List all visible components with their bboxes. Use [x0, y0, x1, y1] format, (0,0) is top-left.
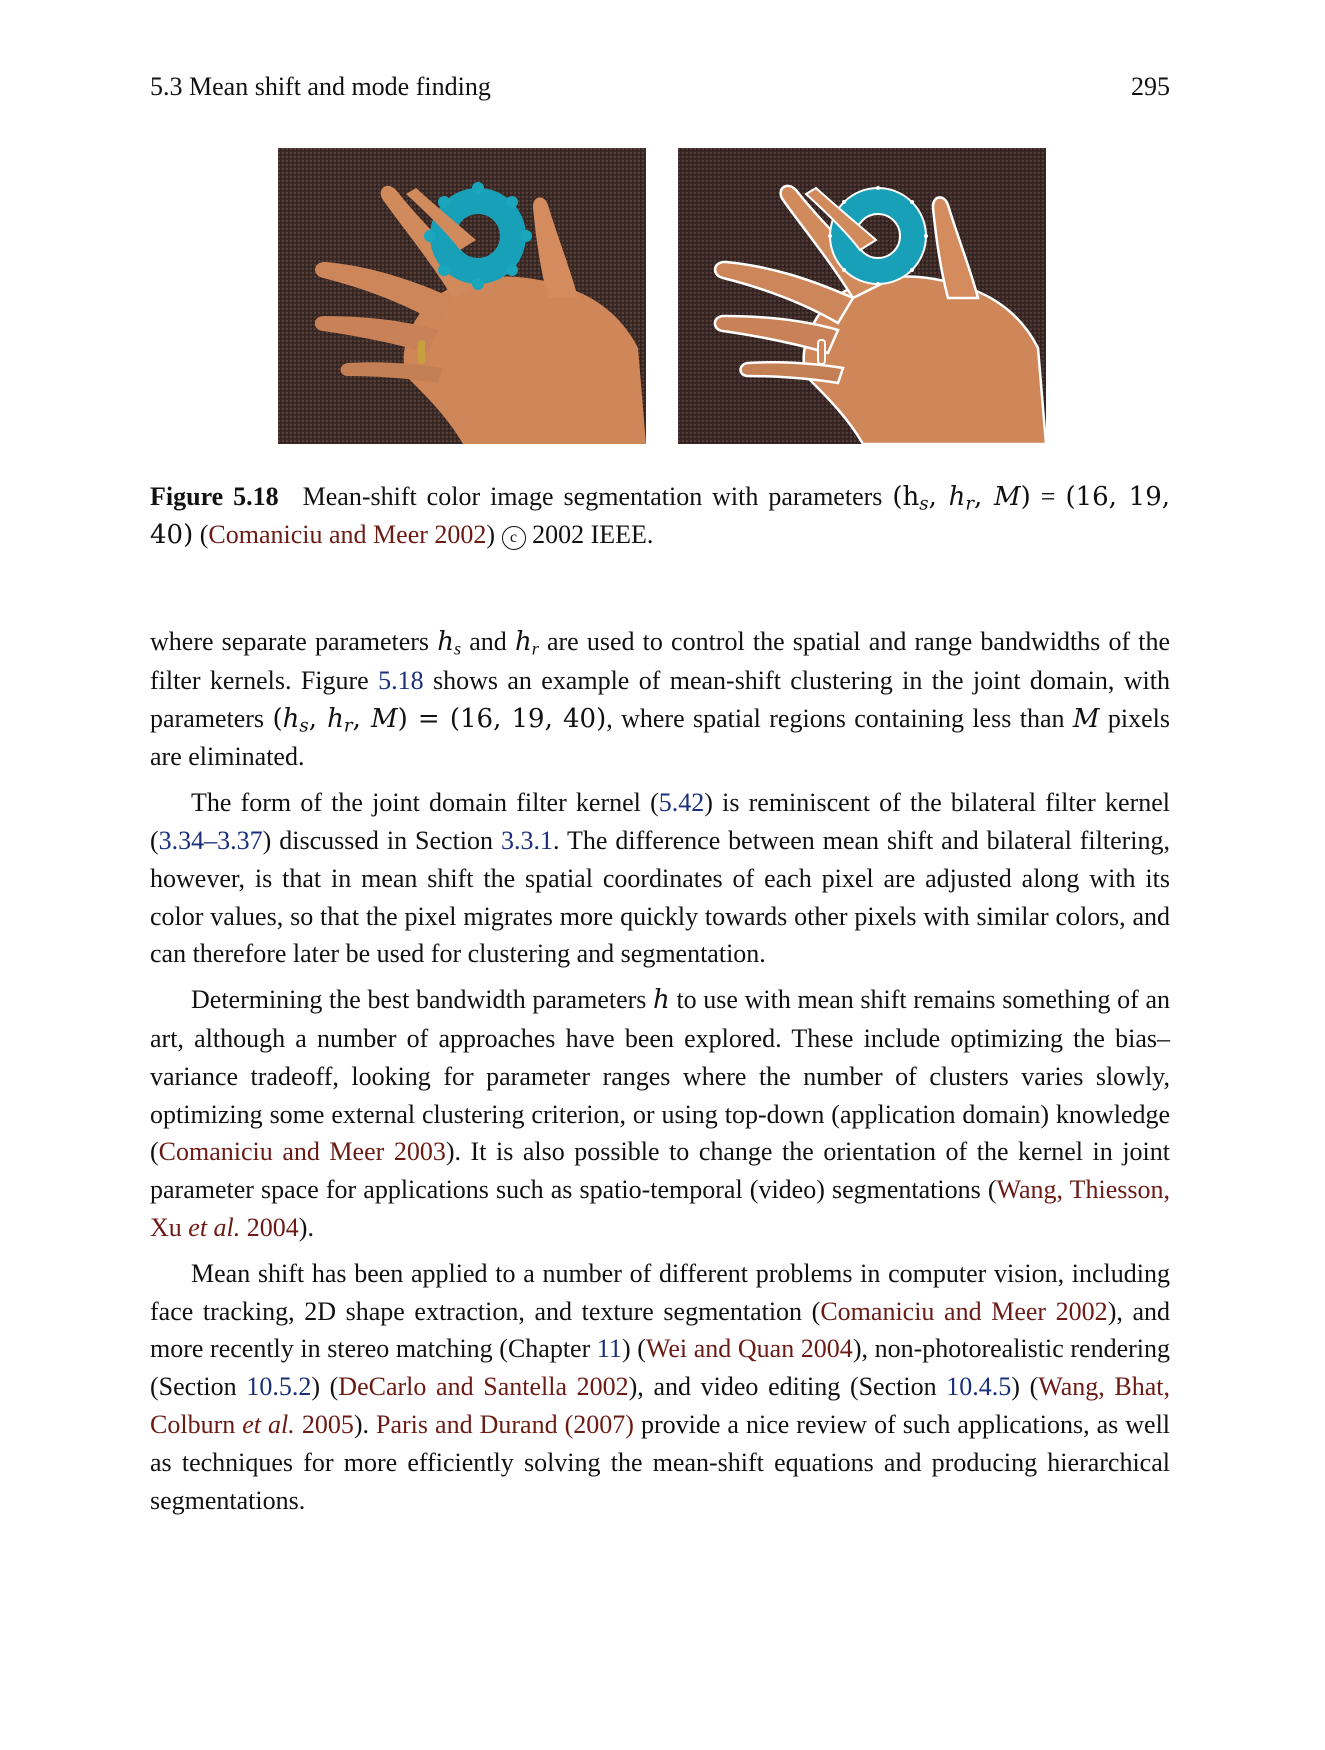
hand-ring-original-drawing: [278, 148, 646, 444]
citation-link[interactable]: DeCarlo and Santella 2002: [338, 1372, 629, 1402]
figure-caption: Figure 5.18 Mean-shift color image segmentation with parameters ($h_s$, $h_r$, M) = (16, 19, 40) (Comaniciu and Meer 2002) c 2002 IEEE.: [150, 482, 1171, 550]
paragraph-4: Mean shift has been applied to a number of different problems in computer vision, including face tracking, 2D shape extraction, and texture segmentation (Comaniciu and Meer 2002), and more recently in stereo matching (Chapter 11) (Wei and Quan 2004), non-photorealistic rendering (Section 10.5.2) (DeCarlo and Santella 2002), and video editing (Section 10.4.5) (Wang, Bhat, Colburn et al. 2005). Paris and Durand (2007) provide a nice review of such applications, as well as techniques for more efficiently solving the mean-shift equations and producing hierarchical segmentations.: [150, 1258, 1171, 1515]
caption-text: Mean-shift color image segmentation with parameters: [302, 482, 883, 511]
citation-link[interactable]: Wang, Bhat, Colburn et al. 2005: [150, 1372, 1170, 1439]
caption-params-values: (16, 19, 40): [150, 482, 1171, 550]
equation-link[interactable]: 5.42: [658, 788, 705, 818]
citation-link[interactable]: Paris and Durand (2007): [376, 1409, 634, 1439]
figure-image-segmented: [678, 148, 1046, 444]
citation-link[interactable]: Comaniciu and Meer 2002: [208, 520, 487, 549]
figure-image-original: [278, 148, 646, 444]
citation-link[interactable]: Wang, Thiesson, Xu et al. 2004: [150, 1175, 1170, 1242]
chapter-link[interactable]: 11: [596, 1334, 622, 1364]
citation-link[interactable]: Comaniciu and Meer 2003: [158, 1137, 446, 1167]
paragraph-3: Determining the best bandwidth parameters h to use with mean shift remains something of an art, although a number of approaches have been explored. These include optimizing the bias–variance tradeoff, looking for parameter ranges where the number of clusters varies slowly, optimizing some external clustering criterion, or using top-down (application domain) knowledge (Comaniciu and Meer 2003). It is also possible to change the orientation of the kernel in joint parameter space for applications such as spatio-temporal (video) segmentations (Wang, Thiesson, Xu et al. 2004).: [150, 985, 1170, 1242]
section-link[interactable]: 3.3.1: [501, 825, 553, 855]
copyright-symbol: c: [502, 526, 526, 550]
paragraph-2: The form of the joint domain filter kernel (5.42) is reminiscent of the bilateral filter kernel (3.34–3.37) discussed in Section 3.3.1. The difference between mean shift and bilateral filtering, however, is that in mean shift the spatial coordinates of each pixel are adjusted along with its color values, so that the pixel migrates more quickly towards other pixels with similar colors, and can therefore later be used for clustering and segmentation.: [150, 788, 1171, 969]
section-title: 5.3 Mean shift and mode finding: [150, 72, 491, 101]
section-link[interactable]: 10.4.5: [946, 1372, 1012, 1402]
running-header: [150, 72, 1170, 108]
citation-link[interactable]: Comaniciu and Meer 2002: [820, 1296, 1108, 1326]
figure-label: Figure 5.18: [150, 482, 279, 511]
figure-crossref-link[interactable]: 5.18: [378, 665, 424, 695]
citation-link[interactable]: Wei and Quan 2004: [645, 1334, 853, 1364]
paragraph-1: where separate parameters $h_s$ and $h_r$ are used to control the spatial and range bandwidths of the filter kernels. Figure 5.18 shows an example of mean-shift clustering in the joint domain, with parameters ($h_s$, $h_r$, M) = (16, 19, 40), where spatial regions containing less than M pixels are eliminated.: [150, 627, 1171, 772]
section-link[interactable]: 10.5.2: [246, 1372, 312, 1402]
page-number: 295: [1131, 72, 1170, 101]
equation-range-link[interactable]: 3.34–3.37: [158, 825, 263, 855]
caption-params-tuple: ($h_s$, $h_r$, M): [892, 482, 1031, 515]
copyright-text: 2002 IEEE.: [532, 520, 654, 549]
body-text: [150, 623, 1170, 1527]
caption-equals: =: [1040, 482, 1056, 511]
hand-ring-segmented-drawing: [678, 148, 1046, 444]
